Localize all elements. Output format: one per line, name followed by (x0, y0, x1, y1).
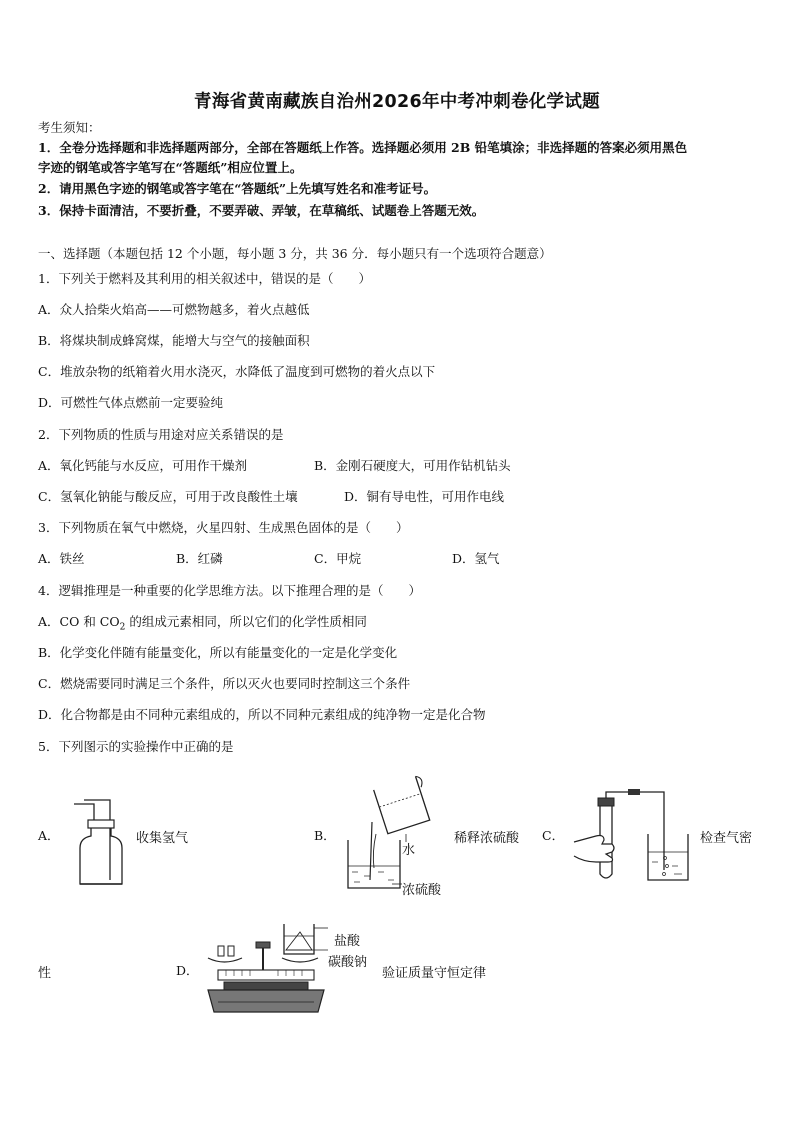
q5-option-b-caption: 稀释浓硫酸 (454, 831, 520, 846)
airtightness-check-figure (566, 790, 694, 886)
q1-option-b: B．将煤块制成蜂窝煤，能增大与空气的接触面积 (38, 333, 310, 348)
q1-stem: 1．下列关于燃料及其利用的相关叙述中，错误的是（ ） (38, 271, 371, 286)
q5-option-c-caption: 检查气密 (700, 831, 753, 846)
notice-heading: 考生须知： (38, 120, 101, 135)
q3-option-b: B．红磷 (176, 551, 223, 566)
notice-item-1: 1．全卷分选择题和非选择题两部分，全部在答题纸上作答。选择题必须用 2B 铅笔填涂；非选择题的答案必须用黑色 (38, 140, 688, 155)
q4-option-a: A．CO 和 $CO_2$ 的组成元素相同，所以它们的化学性质相同 (38, 614, 367, 633)
q1-option-c: C．堆放杂物的纸箱着火用水浇灭，水降低了温度到可燃物的着火点以下 (38, 364, 436, 379)
q5-option-b-water-label: 水 (402, 843, 416, 858)
q2-option-d: D．铜有导电性，可用作电线 (344, 489, 505, 504)
q5-option-d-hcl-label: 盐酸 (334, 934, 361, 949)
q4-stem: 4．逻辑推理是一种重要的化学思维方法。以下推理合理的是（ ） (38, 583, 421, 598)
q2-option-a: A．氧化钙能与水反应，可用作干燥剂 (38, 458, 248, 473)
q3-option-a: A．铁丝 (38, 551, 85, 566)
q3-option-d: D．氢气 (452, 551, 500, 566)
notice-item-2: 2．请用黑色字迹的钢笔或答字笔在“答题纸”上先填写姓名和准考证号。 (38, 181, 437, 196)
notice-item-1-cont: 字迹的钢笔或答字笔写在“答题纸”相应位置上。 (38, 160, 303, 175)
q5-option-a-letter: A． (38, 828, 60, 843)
q5-option-d-letter: D． (176, 963, 199, 978)
q5-option-b-acid-label: 浓硫酸 (402, 883, 442, 898)
q5-option-d-na2co3-label: 碳酸钠 (328, 955, 368, 970)
dilute-sulfuric-acid-figure (340, 776, 436, 894)
q5-option-a-caption: 收集氢气 (136, 831, 189, 846)
q5-option-b-letter: B． (314, 828, 336, 843)
q5-option-c-caption-cont: 性 (38, 966, 52, 981)
q5-option-c-letter: C． (542, 828, 565, 843)
q1-option-a: A．众人拾柴火焰高——可燃物越多，着火点越低 (38, 302, 310, 317)
notice-item-3: 3．保持卡面清洁，不要折叠，不要弄破、弄皱，在草稿纸、试题卷上答题无效。 (38, 203, 485, 218)
exam-title: 青海省黄南藏族自治州2026年中考冲刺卷化学试题 (194, 92, 600, 112)
q1-option-d: D．可燃性气体点燃前一定要验纯 (38, 395, 224, 410)
section-heading: 一、选择题（本题包括 12 个小题，每小题 3 分，共 36 分．每小题只有一个选项符合题意） (38, 246, 552, 261)
q3-option-c: C．甲烷 (314, 551, 362, 566)
q4-option-b: B．化学变化伴随有能量变化，所以有能量变化的一定是化学变化 (38, 645, 398, 660)
q5-stem: 5．下列图示的实验操作中正确的是 (38, 739, 234, 754)
balance-mass-conservation-figure (204, 920, 332, 1020)
gas-collection-bottle-figure (66, 798, 126, 890)
q5-option-d-caption: 验证质量守恒定律 (382, 966, 487, 981)
q4-option-d: D．化合物都是由不同种元素组成的，所以不同种元素组成的纯净物一定是化合物 (38, 707, 486, 722)
q2-stem: 2．下列物质的性质与用途对应关系错误的是 (38, 427, 284, 442)
q2-option-c: C．氢氧化钠能与酸反应，可用于改良酸性土壤 (38, 489, 298, 504)
q4-option-c: C．燃烧需要同时满足三个条件，所以灭火也要同时控制这三个条件 (38, 676, 411, 691)
q3-stem: 3．下列物质在氧气中燃烧，火星四射、生成黑色固体的是（ ） (38, 520, 409, 535)
q2-option-b: B．金刚石硬度大，可用作钻机钻头 (314, 458, 511, 473)
